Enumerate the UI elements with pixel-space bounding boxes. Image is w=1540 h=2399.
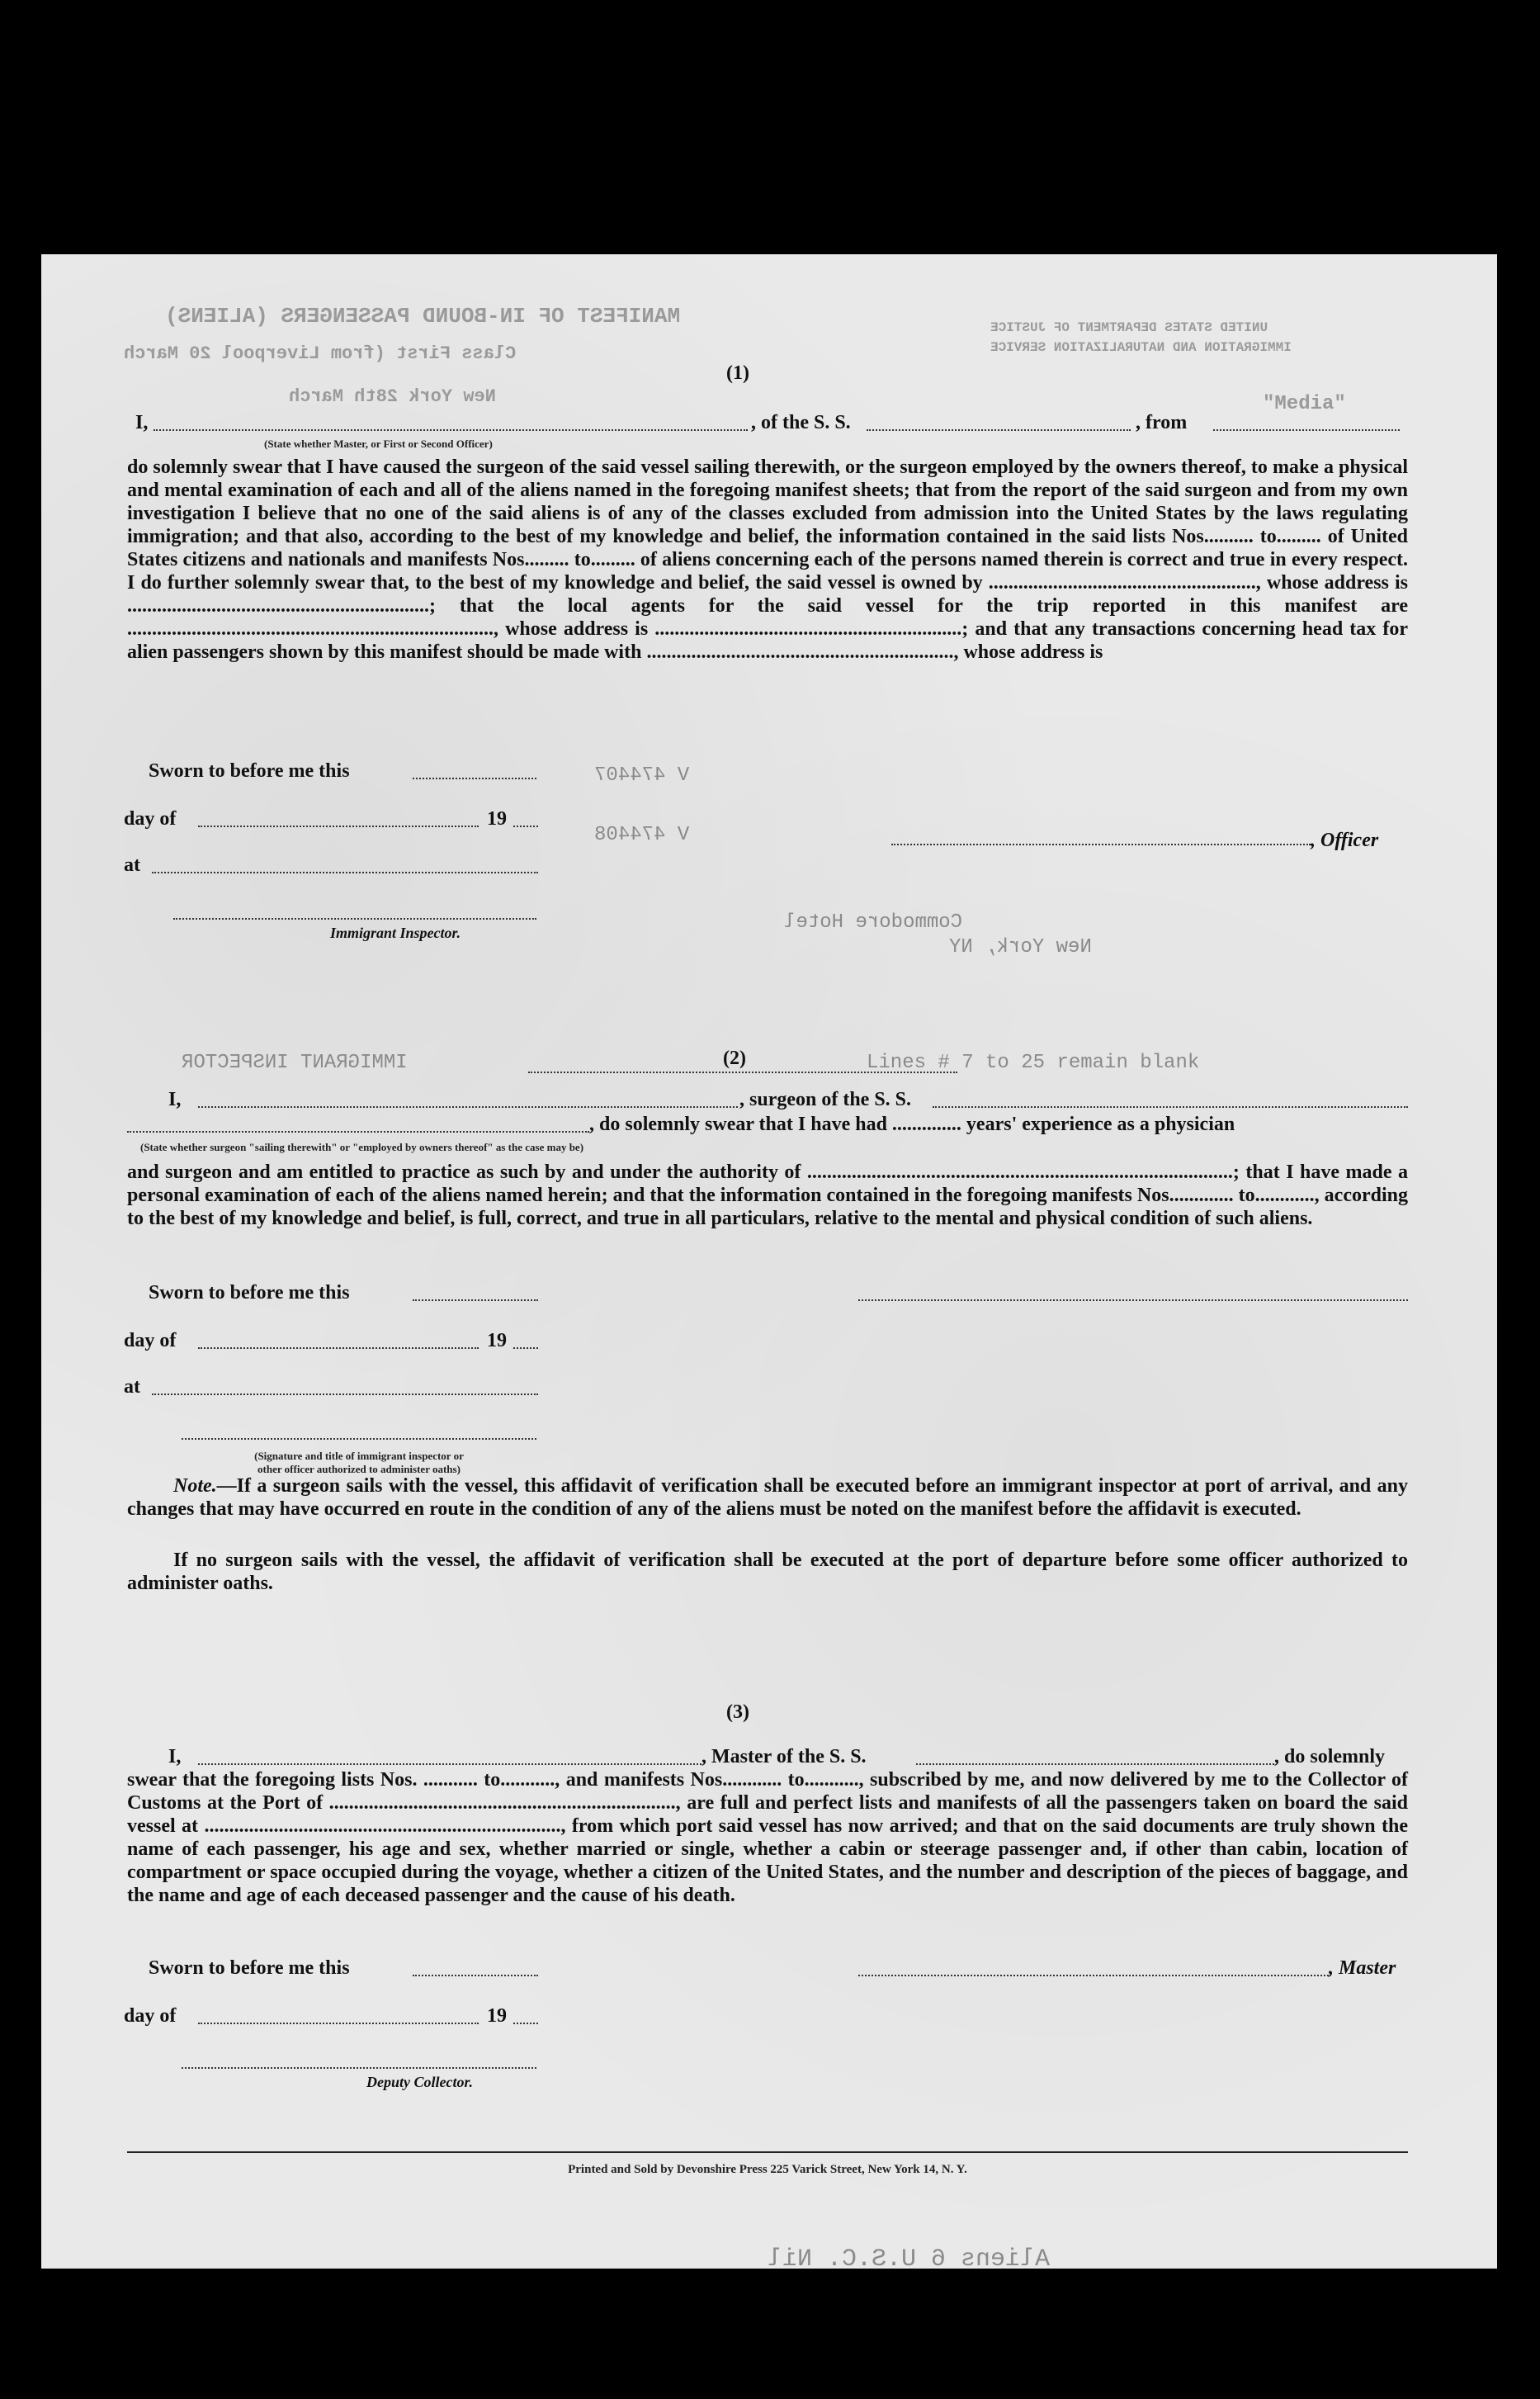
section3-vessel-field[interactable] xyxy=(916,1763,1274,1765)
section2-note-label: Note. xyxy=(173,1475,217,1497)
section2-body: and surgeon and am entitled to practice as such by and under the authority of ......................................................................................; that I have made a personal examination of each of the aliens named herein; and that the information contained in the foregoing manifests Nos............. to............, according to the best of my knowledge and belief, is full, correct, and true in all particulars, relative to the mental and physical condition of such aliens. xyxy=(127,1162,1408,1229)
section2-year: 19 xyxy=(487,1330,507,1351)
section3-year-field[interactable] xyxy=(513,2023,538,2024)
section2-at: at xyxy=(124,1376,140,1398)
manifest-page xyxy=(41,254,1497,2274)
section3-master-of: , Master of the S. S. xyxy=(702,1746,867,1767)
section3-year: 19 xyxy=(487,2005,507,2027)
section2-sig-caption-1: (Signature and title of immigrant inspector or xyxy=(254,1450,464,1462)
section1-from-field[interactable] xyxy=(1213,429,1400,431)
section3-master-sig[interactable] xyxy=(858,1975,1329,1976)
section2-at-field[interactable] xyxy=(152,1394,538,1395)
bleed-subtitle: Class First (from Liverpool 20 March xyxy=(124,343,517,364)
section1-from: , from xyxy=(1136,412,1188,433)
section2-day-field[interactable] xyxy=(198,1347,479,1349)
section1-i-label: I, xyxy=(135,412,149,433)
section3-name-field[interactable] xyxy=(198,1763,702,1765)
ghost-stamp-2: V 474408 xyxy=(594,824,690,846)
bleed-title: MANIFEST OF IN-BOUND PASSENGERS (ALIENS) xyxy=(165,304,681,329)
section1-year: 19 xyxy=(487,808,507,830)
section2-vessel-field[interactable] xyxy=(933,1106,1408,1108)
section3-deputy-label: Deputy Collector. xyxy=(366,2074,473,2090)
section2-type-field[interactable] xyxy=(127,1131,589,1133)
section3-number: (3) xyxy=(726,1701,749,1723)
footer-printer: Printed and Sold by Devonshire Press 225 Varick Street, New York 14, N. Y. xyxy=(568,2163,967,2176)
section3-day-of: day of xyxy=(124,2005,177,2027)
section2-note xyxy=(127,1474,1408,1521)
ghost-city: New York, NY xyxy=(949,936,1092,958)
bleed-right-2: IMMIGRATION AND NATURALIZATION SERVICE xyxy=(990,340,1292,355)
section2-sworn: Sworn to before me this xyxy=(149,1282,350,1304)
section2-sworn-field[interactable] xyxy=(413,1299,538,1301)
section2-i-label: I, xyxy=(168,1089,182,1110)
section2-name-field[interactable] xyxy=(198,1106,738,1108)
punch-hole xyxy=(1416,2265,1461,2310)
section3-deputy-sig[interactable] xyxy=(182,2067,536,2069)
section2-swear: , do solemnly swear that I have had .............. years' experience as a physician xyxy=(589,1114,1235,1135)
section1-at-field[interactable] xyxy=(152,872,538,873)
section2-caption: (State whether surgeon "sailing therewith" or "employed by owners thereof" as the case may be) xyxy=(140,1141,584,1153)
ghost-lines: Lines # 7 to 25 remain blank xyxy=(867,1052,1200,1074)
section1-body: do solemnly swear that I have caused the surgeon of the said vessel sailing therewith, or the surgeon employed by the owners thereof, to make a physical and mental examination of each and all of the aliens named in the foregoing manifest sheets; that from the report of the said surgeon and from my own investigation I believe that no one of the said aliens is of any of the classes excluded from admission into the United States by the laws regulating immigration; and that also, according to the best of my knowledge and belief, the information contained in the said lists Nos.......... to......... of United States citizens and nationals and manifests Nos......... to......... of aliens concerning each of the persons named therein is correct and true in every respect. I do further solemnly swear that, to the best of my knowledge and belief, the said vessel is owned by ......................................................, whose address is .............................................................; that the local agents for the said vessel for the trip reported in this manifest are .........................................................................., whose address is ..............................................................; and that any transactions concerning head tax for alien passengers shown by this manifest should be made with .............................................................., whose address is xyxy=(127,457,1408,663)
section2-surgeon-sig[interactable] xyxy=(858,1299,1408,1301)
section1-year-field[interactable] xyxy=(513,826,538,827)
section2-number: (2) xyxy=(723,1048,746,1069)
bleed-ship: "Media" xyxy=(1263,393,1346,415)
footer-rule xyxy=(127,2151,1408,2153)
section2-heading-dots xyxy=(528,1072,957,1073)
ghost-stamp-1: V 474407 xyxy=(594,764,690,787)
section2-year-field[interactable] xyxy=(513,1347,538,1349)
section2-inspector-sig[interactable] xyxy=(182,1438,536,1440)
section3-sworn: Sworn to before me this xyxy=(149,1957,350,1979)
section1-day-field[interactable] xyxy=(198,826,479,827)
section1-number: (1) xyxy=(726,362,749,384)
section1-inspector-label: Immigrant Inspector. xyxy=(330,925,461,941)
section1-officer-field[interactable] xyxy=(154,429,748,431)
section3-do-solemnly: , do solemnly xyxy=(1274,1746,1386,1767)
section1-at: at xyxy=(124,854,140,876)
section1-vessel-field[interactable] xyxy=(867,429,1131,431)
ghost-inspector: IMMIGRANT INSPECTOR xyxy=(182,1052,408,1074)
section1-officer-label: , Officer xyxy=(1311,830,1379,851)
section2-sig-caption-2: other officer authorized to administer oaths) xyxy=(257,1463,461,1475)
section1-i-caption: (State whether Master, or First or Second Officer) xyxy=(264,438,493,450)
section1-sworn: Sworn to before me this xyxy=(149,760,350,782)
section3-sworn-field[interactable] xyxy=(413,1975,538,1976)
section3-i-label: I, xyxy=(168,1746,182,1767)
section2-note2: If no surgeon sails with the vessel, the affidavit of verification shall be executed at the port of departure before some officer authorized to administer oaths. xyxy=(127,1550,1408,1594)
section3-body: swear that the foregoing lists Nos. ........... to..........., and manifests Nos............ to..........., subscribed by me, and now delivered by me to the Collector of Customs at the Port of ......................................................................, are full and perfect lists and manifests of all the passengers taken on board the said vessel at ........................................................................, from which port said vessel has now arrived; and that on the said documents are truly shown the name of each passenger, his age and sex, whether married or single, whether a cabin or steerage passenger and, if other than cabin, location of compartment or space occupied during the voyage, whether a citizen of the United States, and the number and description of the pieces of baggage, and the name and age of each deceased passenger and the cause of his death. xyxy=(127,1769,1408,1906)
section2-day-of: day of xyxy=(124,1330,177,1351)
section3-day-field[interactable] xyxy=(198,2023,479,2024)
section1-inspector-sig[interactable] xyxy=(173,918,536,920)
ghost-bottom: Aliens 6 U.S.C. Nil xyxy=(768,2245,1051,2274)
bleed-arrival: New York 28th March xyxy=(289,386,496,407)
section1-day-of: day of xyxy=(124,808,177,830)
ghost-hotel: Commodore Hotel xyxy=(784,911,963,934)
section1-of-ss: , of the S. S. xyxy=(751,412,851,433)
bleed-right-1: UNITED STATES DEPARTMENT OF JUSTICE xyxy=(990,320,1268,335)
section2-surgeon-of: , surgeon of the S. S. xyxy=(739,1089,912,1110)
section3-master-label: , Master xyxy=(1329,1957,1396,1979)
section1-sworn-field[interactable] xyxy=(413,778,536,779)
section2-note-text: —If a surgeon sails with the vessel, this affidavit of verification shall be executed before an immigrant inspector at port of arrival, and any changes that may have occurred en route in the condition of any of the aliens must be noted on the manifest before the affidavit is executed. xyxy=(127,1475,1408,1520)
section1-officer-sig[interactable] xyxy=(891,844,1311,845)
